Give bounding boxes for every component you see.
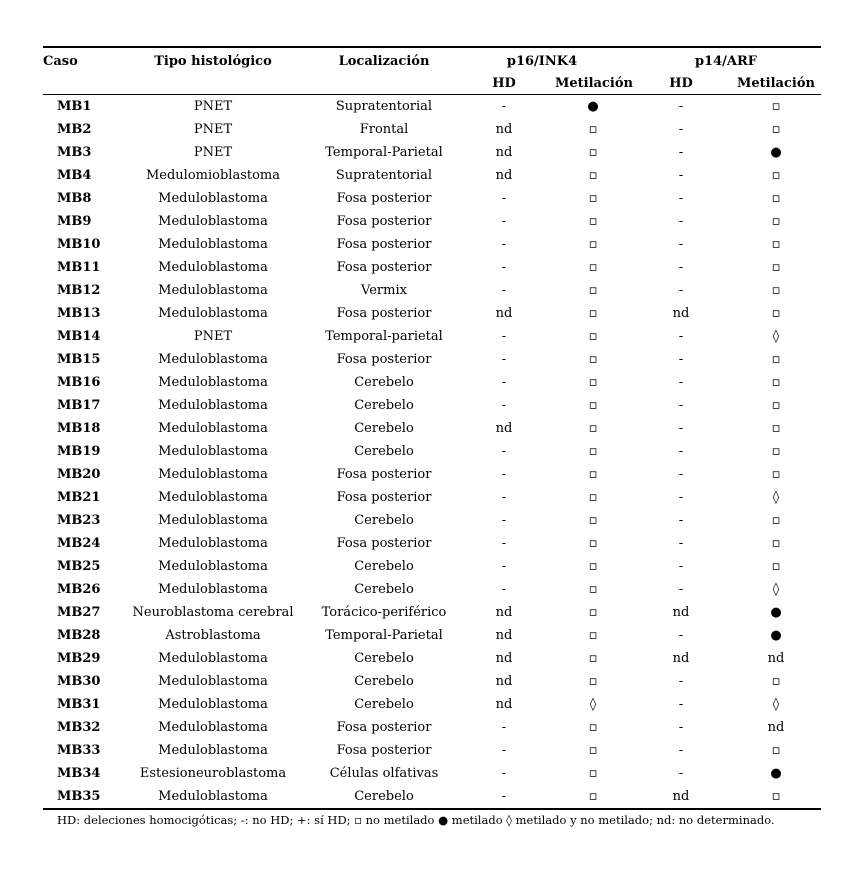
- cell-localizacion: Fosa posterior: [336, 306, 432, 321]
- table-row: [43, 601, 821, 624]
- cell-p16-hd: nd: [495, 145, 513, 160]
- cell-case-id: MB24: [57, 536, 101, 551]
- table-row: [43, 256, 821, 279]
- cell-p14-hd: -: [678, 628, 684, 643]
- cell-case-id: MB2: [57, 122, 92, 137]
- cell-p14-hd: -: [678, 743, 684, 758]
- cell-p16-metilacion: ▫: [588, 398, 598, 413]
- cell-p16-hd: -: [501, 490, 507, 505]
- cell-tipo-histologico: PNET: [193, 329, 233, 344]
- cell-p16-metilacion: ▫: [588, 214, 598, 229]
- cell-p16-hd: -: [501, 559, 507, 574]
- cell-p14-metilacion: ▫: [771, 674, 781, 689]
- cell-case-id: MB8: [57, 191, 92, 206]
- cell-tipo-histologico: Meduloblastoma: [158, 260, 268, 275]
- cell-p14-hd: -: [678, 582, 684, 597]
- cell-tipo-histologico: Meduloblastoma: [158, 490, 268, 505]
- cell-p14-hd: -: [678, 122, 684, 137]
- cell-p16-hd: -: [501, 375, 507, 390]
- cell-tipo-histologico: Meduloblastoma: [158, 375, 268, 390]
- header-empty: [111, 73, 315, 95]
- cell-p14-metilacion: ●: [770, 605, 782, 620]
- cell-p16-hd: -: [501, 444, 507, 459]
- cell-tipo-histologico: Meduloblastoma: [158, 398, 268, 413]
- table-row: [43, 302, 821, 325]
- table-row: [43, 187, 821, 210]
- table-row: [43, 440, 821, 463]
- cell-p16-metilacion: ▫: [588, 329, 598, 344]
- cell-tipo-histologico: Meduloblastoma: [158, 214, 268, 229]
- cell-localizacion: Fosa posterior: [336, 237, 432, 252]
- cell-tipo-histologico: Meduloblastoma: [158, 513, 268, 528]
- cell-case-id: MB33: [57, 743, 101, 758]
- cell-p16-metilacion: ▫: [588, 490, 598, 505]
- cell-p16-hd: -: [501, 214, 507, 229]
- cell-p14-hd: -: [678, 467, 684, 482]
- cell-p16-hd: nd: [495, 168, 513, 183]
- cell-case-id: MB25: [57, 559, 101, 574]
- cell-case-id: MB11: [57, 260, 101, 275]
- cell-p16-hd: nd: [495, 651, 513, 666]
- cell-localizacion: Cerebelo: [354, 559, 414, 574]
- cell-case-id: MB21: [57, 490, 101, 505]
- cell-case-id: MB29: [57, 651, 101, 666]
- header-p14-metilacion: Metilación: [731, 73, 821, 95]
- cell-localizacion: Fosa posterior: [336, 743, 432, 758]
- table-row: [43, 348, 821, 371]
- cell-localizacion: Fosa posterior: [336, 214, 432, 229]
- cell-case-id: MB17: [57, 398, 101, 413]
- cell-p14-metilacion: nd: [767, 720, 785, 735]
- cell-p16-hd: -: [501, 467, 507, 482]
- cell-p14-metilacion: ▫: [731, 785, 821, 809]
- cell-p16-metilacion: ▫: [588, 766, 598, 781]
- table-row: [43, 141, 821, 164]
- header-p16-hd: HD: [453, 73, 555, 95]
- cell-case-id: MB31: [57, 697, 101, 712]
- cell-tipo-histologico: Meduloblastoma: [158, 651, 268, 666]
- cell-case-id: MB28: [57, 628, 101, 643]
- cell-p16-hd: -: [501, 260, 507, 275]
- cell-case-id: MB4: [57, 168, 92, 183]
- cell-p14-metilacion: ◊: [772, 697, 780, 712]
- cell-case-id: MB10: [57, 237, 101, 252]
- table-row: [43, 509, 821, 532]
- cell-p14-hd: -: [678, 214, 684, 229]
- cell-tipo-histologico: PNET: [193, 122, 233, 137]
- table-row: [43, 624, 821, 647]
- cell-p16-metilacion: ▫: [588, 352, 598, 367]
- table-row: [43, 693, 821, 716]
- cell-tipo-histologico: Meduloblastoma: [158, 536, 268, 551]
- cell-p14-metilacion: ▫: [771, 352, 781, 367]
- cell-tipo-histologico: PNET: [193, 99, 233, 114]
- table-row: [43, 555, 821, 578]
- cell-tipo-histologico: Medulomioblastoma: [145, 168, 281, 183]
- cell-p16-hd: -: [501, 329, 507, 344]
- table-row: [43, 785, 821, 809]
- cell-tipo-histologico: Meduloblastoma: [158, 444, 268, 459]
- cell-localizacion: Fosa posterior: [336, 260, 432, 275]
- cell-p14-metilacion: ▫: [771, 237, 781, 252]
- cell-p16-hd: -: [501, 743, 507, 758]
- cell-p16-hd: -: [453, 785, 555, 809]
- header-empty: [315, 73, 453, 95]
- cell-p16-hd: -: [501, 99, 507, 114]
- cell-p16-metilacion: ▫: [588, 743, 598, 758]
- table-row: [43, 233, 821, 256]
- header-localizacion: Localización: [315, 47, 453, 73]
- cell-p16-metilacion: ▫: [588, 237, 598, 252]
- cell-p16-metilacion: ▫: [555, 785, 631, 809]
- cell-p16-metilacion: ▫: [588, 375, 598, 390]
- cell-p14-hd: -: [678, 697, 684, 712]
- cell-p14-hd: nd: [631, 785, 731, 809]
- cell-p14-hd: -: [678, 99, 684, 114]
- cell-p14-hd: -: [678, 375, 684, 390]
- cell-p16-metilacion: ▫: [588, 651, 598, 666]
- cell-localizacion: Supratentorial: [335, 168, 433, 183]
- cell-p14-hd: -: [678, 237, 684, 252]
- cell-localizacion: Torácico-periférico: [321, 605, 447, 620]
- cell-case-id: MB9: [57, 214, 92, 229]
- cell-localizacion: Células olfativas: [329, 766, 439, 781]
- cell-case-id: MB26: [57, 582, 101, 597]
- cell-case-id: MB15: [57, 352, 101, 367]
- cell-tipo-histologico: Meduloblastoma: [158, 306, 268, 321]
- cell-p16-metilacion: ◊: [589, 697, 597, 712]
- cell-p14-hd: nd: [672, 306, 690, 321]
- cell-tipo-histologico: Meduloblastoma: [158, 237, 268, 252]
- cell-p16-metilacion: ▫: [588, 467, 598, 482]
- header-p14-hd: HD: [631, 73, 731, 95]
- cell-tipo-histologico: Estesioneuroblastoma: [139, 766, 287, 781]
- cell-tipo-histologico: Meduloblastoma: [111, 785, 315, 809]
- cell-p14-hd: -: [678, 674, 684, 689]
- cell-p14-hd: -: [678, 421, 684, 436]
- cell-p14-metilacion: ▫: [771, 168, 781, 183]
- cell-tipo-histologico: PNET: [193, 145, 233, 160]
- cell-p16-metilacion: ▫: [588, 628, 598, 643]
- cell-localizacion: Cerebelo: [354, 582, 414, 597]
- cell-case-id: MB27: [57, 605, 101, 620]
- cell-tipo-histologico: Meduloblastoma: [158, 674, 268, 689]
- cell-localizacion: Cerebelo: [354, 651, 414, 666]
- cell-p16-hd: -: [501, 283, 507, 298]
- cell-case-id: MB23: [57, 513, 101, 528]
- cell-localizacion: Cerebelo: [354, 421, 414, 436]
- cell-case-id: MB30: [57, 674, 101, 689]
- cell-tipo-histologico: Meduloblastoma: [158, 352, 268, 367]
- table-row: [43, 670, 821, 693]
- header-p16-metilacion: Metilación: [555, 73, 631, 95]
- cell-p14-metilacion: ▫: [771, 122, 781, 137]
- cell-p14-metilacion: ▫: [771, 467, 781, 482]
- cell-p16-metilacion: ▫: [588, 444, 598, 459]
- cell-p14-hd: -: [678, 559, 684, 574]
- cell-p16-metilacion: ▫: [588, 168, 598, 183]
- header-p14: p14/ARF: [631, 47, 821, 73]
- table-footnote: HD: deleciones homocigóticas; -: no HD; +: sí HD; ▫ no metilado ● metilado ◊ metilado y no metilado; nd: no determinado.: [57, 813, 775, 827]
- cell-p14-metilacion: ●: [770, 145, 782, 160]
- cell-p14-metilacion: ▫: [771, 444, 781, 459]
- cell-localizacion: Cerebelo: [354, 444, 414, 459]
- cell-p14-metilacion: ●: [770, 628, 782, 643]
- cell-p14-metilacion: ▫: [771, 191, 781, 206]
- table-body: [43, 95, 821, 810]
- cell-p16-hd: nd: [495, 421, 513, 436]
- cell-p16-metilacion: ▫: [588, 122, 598, 137]
- cell-p16-hd: nd: [495, 306, 513, 321]
- cell-p14-metilacion: ▫: [771, 283, 781, 298]
- cell-p14-metilacion: ▫: [771, 536, 781, 551]
- cell-p14-metilacion: ▫: [771, 421, 781, 436]
- cell-tipo-histologico: Meduloblastoma: [158, 743, 268, 758]
- cell-p14-metilacion: nd: [767, 651, 785, 666]
- cell-p16-hd: nd: [495, 697, 513, 712]
- cell-case-id: MB16: [57, 375, 101, 390]
- table-row: [43, 394, 821, 417]
- cell-p14-hd: -: [678, 168, 684, 183]
- cell-p16-metilacion: ▫: [588, 559, 598, 574]
- cell-tipo-histologico: Neuroblastoma cerebral: [132, 605, 294, 620]
- cell-localizacion: Cerebelo: [354, 697, 414, 712]
- cell-p14-hd: -: [678, 444, 684, 459]
- cell-tipo-histologico: Meduloblastoma: [158, 720, 268, 735]
- cell-tipo-histologico: Meduloblastoma: [158, 559, 268, 574]
- cell-p16-metilacion: ▫: [588, 674, 598, 689]
- cell-p14-metilacion: ▫: [771, 99, 781, 114]
- cell-p14-hd: -: [678, 329, 684, 344]
- header-caso: Caso: [43, 47, 111, 73]
- table-row: [43, 325, 821, 348]
- cell-p16-hd: -: [501, 398, 507, 413]
- cell-p16-hd: -: [501, 352, 507, 367]
- cell-localizacion: Temporal-parietal: [325, 329, 443, 344]
- cell-case-id: MB14: [57, 329, 101, 344]
- cell-p16-hd: -: [501, 237, 507, 252]
- cell-localizacion: Fosa posterior: [336, 467, 432, 482]
- cell-case-id: MB3: [57, 145, 92, 160]
- cell-p16-hd: nd: [495, 628, 513, 643]
- cell-case-id: MB34: [57, 766, 101, 781]
- table-row: [43, 417, 821, 440]
- cell-localizacion: Cerebelo: [315, 785, 453, 809]
- cell-p14-metilacion: ◊: [772, 329, 780, 344]
- cell-p16-hd: -: [501, 766, 507, 781]
- cell-p14-metilacion: ▫: [771, 306, 781, 321]
- header-row-main: [43, 47, 821, 73]
- cell-p14-metilacion: ▫: [771, 214, 781, 229]
- cell-p16-hd: nd: [495, 122, 513, 137]
- cell-localizacion: Cerebelo: [354, 674, 414, 689]
- table-header: [43, 47, 821, 95]
- cell-localizacion: Cerebelo: [354, 513, 414, 528]
- cell-p16-metilacion: ▫: [588, 421, 598, 436]
- header-empty: [43, 73, 111, 95]
- cell-case-id: MB13: [57, 306, 101, 321]
- cell-p14-metilacion: ●: [770, 766, 782, 781]
- table-row: [43, 647, 821, 670]
- cell-p14-hd: -: [678, 191, 684, 206]
- cell-p14-metilacion: ◊: [772, 582, 780, 597]
- cell-p14-hd: -: [678, 352, 684, 367]
- cell-tipo-histologico: Meduloblastoma: [158, 467, 268, 482]
- cell-case-id: MB12: [57, 283, 101, 298]
- cell-p16-metilacion: ▫: [588, 306, 598, 321]
- cell-localizacion: Fosa posterior: [336, 352, 432, 367]
- table-row: [43, 371, 821, 394]
- cell-localizacion: Fosa posterior: [336, 536, 432, 551]
- cell-p14-hd: -: [678, 513, 684, 528]
- cell-p16-hd: -: [501, 582, 507, 597]
- cell-p14-metilacion: ▫: [771, 743, 781, 758]
- cell-p16-metilacion: ▫: [588, 582, 598, 597]
- cell-p16-metilacion: ▫: [588, 145, 598, 160]
- cell-p16-metilacion: ▫: [588, 513, 598, 528]
- cell-localizacion: Fosa posterior: [336, 490, 432, 505]
- cell-p16-hd: nd: [495, 674, 513, 689]
- cell-tipo-histologico: Meduloblastoma: [158, 283, 268, 298]
- cell-p14-hd: nd: [672, 651, 690, 666]
- cell-tipo-histologico: Meduloblastoma: [158, 582, 268, 597]
- cell-p14-metilacion: ◊: [772, 490, 780, 505]
- cell-p14-hd: -: [678, 398, 684, 413]
- cell-p14-metilacion: ▫: [771, 559, 781, 574]
- cell-p14-hd: nd: [672, 605, 690, 620]
- cell-p14-hd: -: [678, 145, 684, 160]
- cell-case-id: MB1: [57, 99, 92, 114]
- cell-p16-hd: -: [501, 191, 507, 206]
- cell-p14-metilacion: ▫: [771, 398, 781, 413]
- cell-tipo-histologico: Meduloblastoma: [158, 191, 268, 206]
- cell-localizacion: Frontal: [359, 122, 409, 137]
- cell-p14-hd: -: [678, 766, 684, 781]
- cell-localizacion: Temporal-Parietal: [325, 145, 443, 160]
- header-p16: p16/INK4: [453, 47, 631, 73]
- cell-p16-metilacion: ▫: [588, 191, 598, 206]
- cell-tipo-histologico: Meduloblastoma: [158, 421, 268, 436]
- table-row: [43, 210, 821, 233]
- cell-p14-hd: -: [678, 490, 684, 505]
- table-row: [43, 118, 821, 141]
- cell-tipo-histologico: Meduloblastoma: [158, 697, 268, 712]
- cell-p16-metilacion: ▫: [588, 536, 598, 551]
- table-row: [43, 279, 821, 302]
- cell-p16-metilacion: ▫: [588, 720, 598, 735]
- cell-p16-metilacion: ▫: [588, 260, 598, 275]
- table-row: [43, 739, 821, 762]
- cell-p16-hd: -: [501, 513, 507, 528]
- header-tipo-histologico: Tipo histológico: [111, 47, 315, 73]
- cell-p16-hd: nd: [495, 605, 513, 620]
- results-table-container: [43, 46, 821, 810]
- cell-p14-hd: -: [678, 536, 684, 551]
- cell-p14-metilacion: ▫: [771, 513, 781, 528]
- cell-p14-hd: -: [678, 720, 684, 735]
- table-row: [43, 164, 821, 187]
- methylation-table: [43, 46, 821, 810]
- cell-p16-metilacion: ▫: [588, 283, 598, 298]
- table-row: [43, 463, 821, 486]
- table-row: [43, 486, 821, 509]
- cell-p16-metilacion: ▫: [588, 605, 598, 620]
- cell-p16-metilacion: ●: [587, 99, 599, 114]
- cell-localizacion: Fosa posterior: [336, 720, 432, 735]
- table-row: [43, 762, 821, 785]
- cell-p14-metilacion: ▫: [771, 260, 781, 275]
- cell-case-id: MB35: [43, 785, 111, 809]
- cell-case-id: MB32: [57, 720, 101, 735]
- cell-case-id: MB18: [57, 421, 101, 436]
- cell-tipo-histologico: Astroblastoma: [165, 628, 261, 643]
- cell-p14-hd: -: [678, 283, 684, 298]
- cell-localizacion: Vermix: [361, 283, 407, 298]
- table-row: [43, 532, 821, 555]
- cell-p16-hd: -: [501, 536, 507, 551]
- cell-localizacion: Temporal-Parietal: [325, 628, 443, 643]
- table-row: [43, 578, 821, 601]
- cell-p16-hd: -: [501, 720, 507, 735]
- cell-localizacion: Cerebelo: [354, 398, 414, 413]
- cell-p14-hd: -: [678, 260, 684, 275]
- cell-localizacion: Cerebelo: [354, 375, 414, 390]
- cell-case-id: MB20: [57, 467, 101, 482]
- table-row: [43, 716, 821, 739]
- cell-localizacion: Supratentorial: [335, 99, 433, 114]
- cell-p14-metilacion: ▫: [771, 375, 781, 390]
- cell-localizacion: Fosa posterior: [336, 191, 432, 206]
- cell-case-id: MB19: [57, 444, 101, 459]
- header-row-sub: [43, 73, 821, 95]
- table-row: [43, 95, 821, 119]
